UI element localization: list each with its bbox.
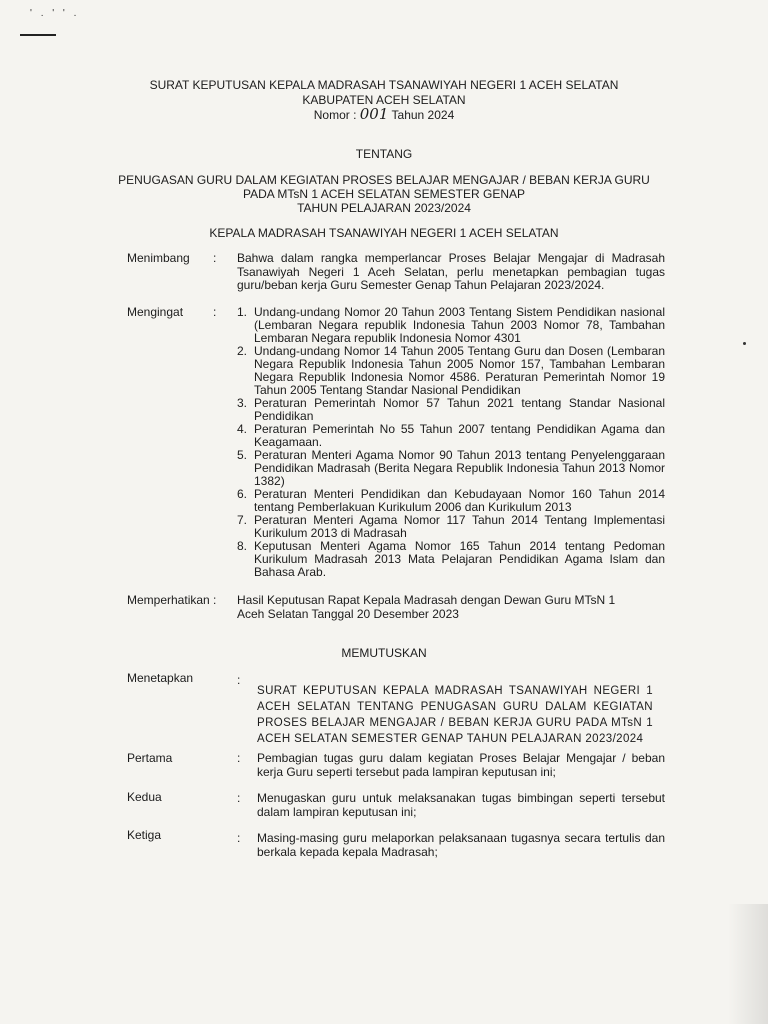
decree-number — [0, 107, 768, 122]
kedua-colon: : — [237, 791, 241, 805]
menetapkan-label: Menetapkan — [127, 671, 194, 685]
scan-speck — [743, 342, 746, 345]
mengingat-colon: : — [213, 305, 217, 319]
mengingat-list — [237, 306, 665, 579]
tentang-heading: TENTANG — [355, 147, 413, 161]
menimbang-colon: : — [213, 251, 217, 265]
menetapkan-text: SURAT KEPUTUSAN KEPALA MADRASAH TSANAWIYAH NEGERI 1 ACEH SELATAN TENTANG PENUGASAN GURU DALAM KEGIATAN PROSES BELAJAR MENGAJAR / BEBAN KERJA GURU PADA MTsN 1 ACEH SELATAN SEMESTER GENAP TAHUN PELAJARAN 2023/2024 — [257, 685, 653, 745]
list-item: 3. Peraturan Pemerintah Nomor 57 Tahun 2021 tentang Standar Nasional Pendidikan — [237, 396, 665, 423]
scan-dots: ' . ' ' . — [30, 8, 80, 19]
list-item: 2. Undang-undang Nomor 14 Tahun 2005 Tentang Guru dan Dosen (Lembaran Negara Republik Indonesia Tahun 2005 Nomor 157, Tambahan Lembaran Negara Republik Indonesia Nomor 4586. Peraturan Pemerintah Nomor 19 Tahun 2005 Tentang Standar Nasional Pendidikan — [237, 344, 665, 397]
pertama-text: Pembagian tugas guru dalam kegiatan Proses Belajar Mengajar / beban kerja Guru seperti tersebut pada lampiran keputusan ini; — [257, 751, 665, 779]
list-item: 7. Peraturan Menteri Agama Nomor 117 Tahun 2014 Tentang Implementasi Kurikulum 2013 di Madrasah — [237, 513, 665, 540]
list-item: 1. Undang-undang Nomor 20 Tahun 2003 Tentang Sistem Pendidikan nasional (Lembaran Negara republik Indonesia Tahun 2003 Nomor 78, Tambahan Lembaran Negara republik Indonesia Nomor 4301 — [237, 305, 665, 345]
nomor-suffix: Tahun 2024 — [388, 108, 455, 122]
list-item: 6. Peraturan Menteri Pendidikan dan Kebudayaan Nomor 160 Tahun 2014 tentang Pemberlakuan Kurikulum 2006 dan Kurikulum 2013 — [237, 487, 665, 514]
kedua-text: Menugaskan guru untuk melaksanakan tugas bimbingan seperti tersebut dalam lampiran keputusan ini; — [257, 791, 665, 819]
scan-edge-shadow — [728, 904, 768, 1024]
tentang-line3: TAHUN PELAJARAN 2023/2024 — [297, 201, 471, 215]
ketiga-label: Ketiga — [127, 828, 162, 842]
memutuskan-heading: MEMUTUSKAN — [341, 646, 427, 660]
ketiga-text: Masing-masing guru melaporkan pelaksanaan tugasnya secara tertulis dan berkala kepada kepala Madrasah; — [257, 831, 665, 859]
tentang-line1: PENUGASAN GURU DALAM KEGIATAN PROSES BELAJAR MENGAJAR / BEBAN KERJA GURU — [118, 173, 650, 187]
memperhatikan-text: Hasil Keputusan Rapat Kepala Madrasah dengan Dewan Guru MTsN 1 Aceh Selatan Tanggal 20 Desember 2023 — [237, 593, 616, 621]
ketiga-colon: : — [237, 831, 241, 845]
menetapkan-colon: : — [237, 673, 241, 687]
nomor-handwritten: 001 — [359, 105, 389, 123]
list-item: 4. Peraturan Pemerintah No 55 Tahun 2007 tentang Pendidikan Agama dan Keagamaan. — [237, 422, 665, 449]
kedua-label: Kedua — [127, 790, 162, 804]
menimbang-text: Bahwa dalam rangka memperlancar Proses Belajar Mengajar di Madrasah Tsanawiyah Negeri 1 Aceh Selatan, perlu menetapkan pembagian tugas guru/beban kerja Guru Semester Genap Tahun Pelajaran 2023/2024. — [237, 251, 665, 292]
list-item: 5. Peraturan Menteri Agama Nomor 90 Tahun 2013 tentang Penyelenggaraan Pendidikan Madrasah (Berita Negara Republik Indonesia Tahun 2013 Nomor 1382) — [237, 448, 665, 488]
pertama-colon: : — [237, 751, 241, 765]
kepala-heading: KEPALA MADRASAH TSANAWIYAH NEGERI 1 ACEH SELATAN — [209, 226, 559, 240]
nomor-prefix: Nomor : — [313, 108, 360, 122]
list-item: 8. Keputusan Menteri Agama Nomor 165 Tahun 2014 tentang Pedoman Kurikulum Madrasah 2013 Mata Pelajaran Pendidikan Agama Islam dan Bahasa Arab. — [237, 539, 665, 579]
decree-regency: KABUPATEN ACEH SELATAN — [302, 93, 466, 107]
scan-mark-line — [20, 34, 56, 36]
pertama-label: Pertama — [127, 751, 173, 765]
menimbang-label: Menimbang — [127, 251, 190, 265]
memperhatikan-label: Memperhatikan : — [127, 593, 217, 607]
decree-title: SURAT KEPUTUSAN KEPALA MADRASAH TSANAWIYAH NEGERI 1 ACEH SELATAN — [149, 78, 619, 92]
mengingat-label: Mengingat — [127, 305, 184, 319]
tentang-line2: PADA MTsN 1 ACEH SELATAN SEMESTER GENAP — [242, 187, 526, 201]
